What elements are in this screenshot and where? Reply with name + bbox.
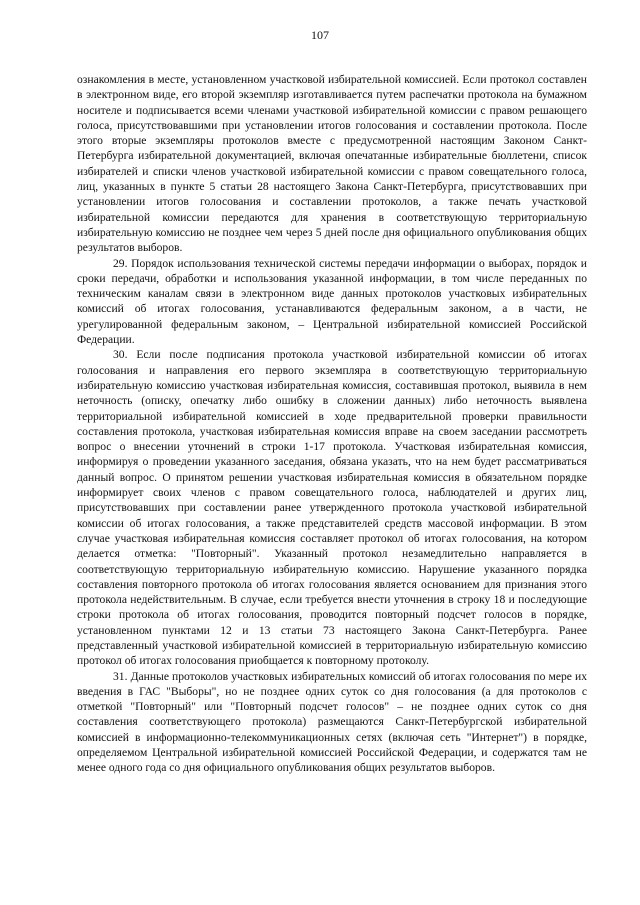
paragraph-30: 30. Если после подписания протокола участковой избирательной комиссии об итогах голосования и направления его первого экземпляра в соответствующую территориальную избирательную комиссию участковая избирательная комиссия, составившая протокол, выявила в нем неточность (описку, опечатку либо ошибку в сложении данных) либо неточность выявлена территориальной избирательной комиссией в ходе предварительной проверки правильности составления протокола, участковая избирательная комиссия вправе на своем заседании рассмотреть вопрос о внесении уточнений в строки 1-17 протокола. Участковая избирательная комиссия, информируя о проведении указанного заседания, обязана указать, что на нем будет рассматриваться данный вопрос. О принятом решении участковая избирательная комиссия в обязательном порядке информирует своих членов с правом совещательного голоса, наблюдателей и других лиц, присутствовавших при составлении ранее утвержденного протокола участковой избирательной комиссии об итогах голосования, а также представителей средств массовой информации. В этом случае участковая избирательная комиссия составляет протокол об итогах голосования, на котором делается отметка: "Повторный". Указанный протокол незамедлительно направляется в соответствующую территориальную избирательную комиссию. Нарушение указанного порядка составления повторного протокола об итогах голосования является основанием для признания этого протокола недействительным. В случае, если требуется внести уточнения в строку 18 и последующие строки протокола об итогах голосования, проводится повторный подсчет голосов в порядке, установленном пунктами 12 и 13 статьи 73 настоящего Закона Санкт-Петербурга. Ранее представленный участковой избирательной комиссией в территориальную избирательную комиссию протокол об итогах голосования приобщается к повторному протоколу. xyxy=(77,348,587,668)
page-number: 107 xyxy=(311,28,329,42)
paragraph-31: 31. Данные протоколов участковых избирательных комиссий об итогах голосования по мере их введения в ГАС "Выборы", но не позднее одних суток со дня голосования (а для протоколов с отметкой "Повторный" или "Повторный подсчет голосов" – не позднее одних суток со дня составления соответствующего протокола) размещаются Санкт-Петербургской избирательной комиссией в информационно-телекоммуникационных сетях (включая сеть "Интернет") в порядке, определяемом Центральной избирательной комиссией Российской Федерации, и содержатся там не менее одного года со дня официального опубликования общих результатов выборов. xyxy=(77,669,587,775)
body-text xyxy=(77,72,587,776)
paragraph-29: 29. Порядок использования технической системы передачи информации о выборах, порядок и сроки передачи, обработки и использования указанной информации, в том числе переданных по техническим каналам связи в электронном виде данных протоколов участковых избирательных комиссий об итогах голосования, устанавливаются федеральным законом, а в части, не урегулированной федеральным законом, – Центральной избирательной комиссией Российской Федерации. xyxy=(77,256,587,347)
paragraph-continued: ознакомления в месте, установленном участковой избирательной комиссией. Если протокол составлен в электронном виде, его второй экземпляр изготавливается путем распечатки протокола на бумажном носителе и подписывается всеми членами участковой избирательной комиссии с правом решающего голоса, присутствовавшими при установлении итогов голосования и составлении протокола. После этого вторые экземпляры протоколов вместе с предусмотренной настоящим Законом Санкт-Петербурга избирательной документацией, включая опечатанные избирательные бюллетени, список избирателей и списки членов участковой избирательной комиссии с правом совещательного голоса, лиц, указанных в пункте 5 статьи 28 настоящего Закона Санкт-Петербурга, присутствовавших при установлении итогов голосования и составлении протоколов, а также печать участковой избирательной комиссии передаются для хранения в соответствующую территориальную избирательную комиссию не позднее чем через 5 дней после дня официального опубликования общих результатов выборов. xyxy=(77,73,587,255)
